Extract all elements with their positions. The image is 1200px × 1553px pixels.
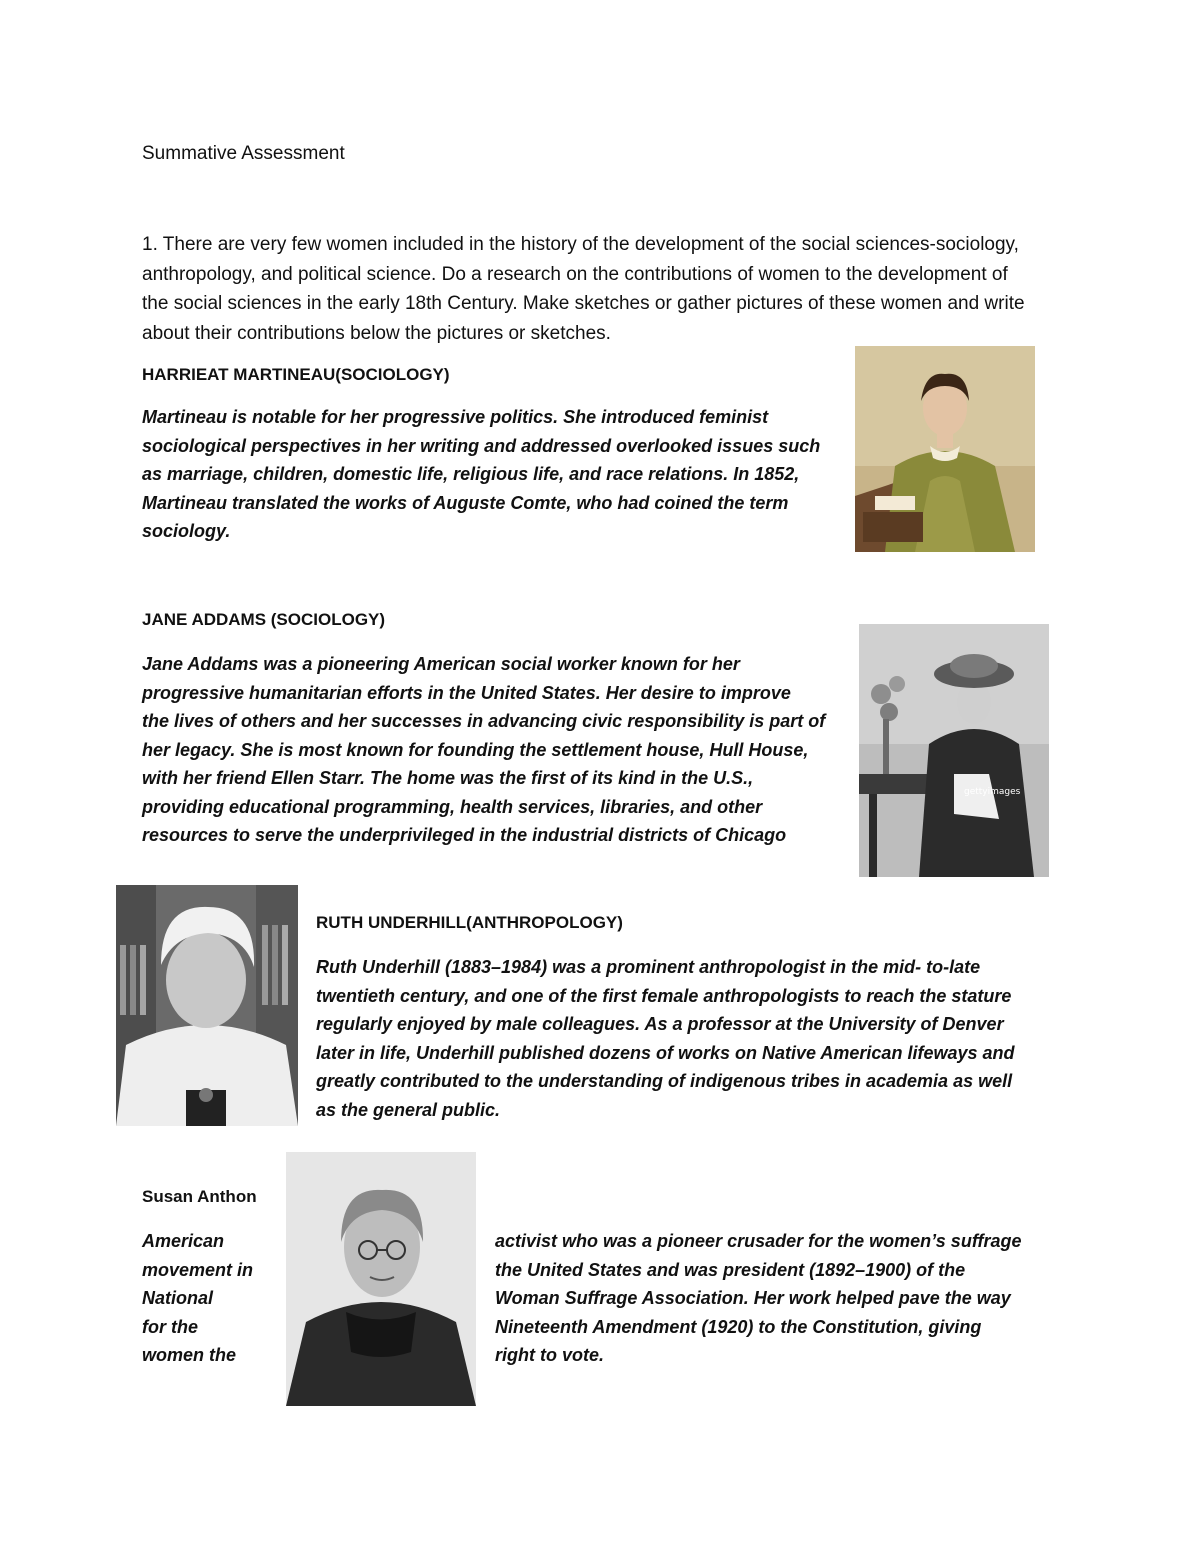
martineau-heading: HARRIEAT MARTINEAU(SOCIOLOGY) bbox=[142, 365, 450, 384]
text-line: greatly contributed to the understanding of indigenous tribes in academia as well bbox=[316, 1071, 1013, 1091]
text-line: sociological perspectives in her writing and addressed overlooked issues such bbox=[142, 435, 821, 456]
martineau-text bbox=[142, 403, 842, 546]
text-line: Ruth Underhill (1883–1984) was a prominent anthropologist in the mid- to-late bbox=[316, 957, 981, 977]
anthony-text-right bbox=[495, 1227, 1085, 1370]
text-line: Nineteenth Amendment (1920) to the Constitution, giving bbox=[495, 1316, 982, 1337]
addams-portrait bbox=[859, 624, 1049, 877]
prompt-line: the social sciences in the early 18th Century. Make sketches or gather pictures of these women and write bbox=[142, 293, 1025, 314]
text-line: Martineau translated the works of Auguste Comte, who had coined the term bbox=[142, 492, 789, 513]
text-line: activist who was a pioneer crusader for the women’s suffrage bbox=[495, 1231, 1022, 1251]
prompt-line: about their contributions below the pictures or sketches. bbox=[142, 322, 611, 344]
text-line: twentieth century, and one of the first female anthropologists to reach the stature bbox=[316, 985, 1012, 1006]
addams-text bbox=[142, 650, 852, 850]
underhill-text bbox=[316, 953, 1076, 1124]
text-line: with her friend Ellen Starr. The home was the first of its kind in the U.S., bbox=[142, 768, 754, 788]
text-line: progressive humanitarian efforts in the United States. Her desire to improve bbox=[142, 682, 791, 703]
text-line: the United States and was president (1892–1900) of the bbox=[495, 1259, 966, 1280]
text-line: movement in bbox=[142, 1259, 254, 1280]
anthony-text-left bbox=[142, 1227, 282, 1370]
text-line: right to vote. bbox=[495, 1345, 604, 1365]
martineau-portrait bbox=[855, 346, 1035, 552]
text-line: resources to serve the underprivileged in the industrial districts of Chicago bbox=[142, 825, 787, 845]
text-line: later in life, Underhill published dozens of works on Native American lifeways and bbox=[316, 1042, 1015, 1063]
anthony-portrait bbox=[286, 1152, 476, 1406]
text-line: providing educational programming, health services, libraries, and other bbox=[142, 796, 763, 817]
prompt-line: anthropology, and political science. Do a research on the contributions of women to the development of bbox=[142, 263, 1008, 285]
assignment-prompt bbox=[142, 230, 1072, 348]
underhill-heading: RUTH UNDERHILL(ANTHROPOLOGY) bbox=[316, 913, 623, 932]
text-line: National bbox=[142, 1288, 214, 1308]
text-line: as the general public. bbox=[316, 1099, 501, 1120]
text-line: her legacy. She is most known for founding the settlement house, Hull House, bbox=[142, 739, 809, 760]
getty-watermark: gettyimages bbox=[964, 787, 1021, 797]
text-line: Woman Suffrage Association. Her work helped pave the way bbox=[495, 1288, 1011, 1308]
anthony-heading: Susan Anthon bbox=[142, 1187, 257, 1206]
text-line: the lives of others and her successes in advancing civic responsibility is part of bbox=[142, 711, 826, 731]
text-line: sociology. bbox=[142, 521, 231, 541]
text-line: American bbox=[142, 1231, 225, 1251]
text-line: regularly enjoyed by male colleagues. As a professor at the University of Denver bbox=[316, 1014, 1004, 1034]
text-line: as marriage, children, domestic life, religious life, and race relations. In 1852, bbox=[142, 464, 800, 484]
document-title: Summative Assessment bbox=[142, 143, 345, 164]
addams-heading: JANE ADDAMS (SOCIOLOGY) bbox=[142, 610, 386, 629]
text-line: Martineau is notable for her progressive politics. She introduced feminist bbox=[142, 407, 769, 427]
prompt-line: 1. There are very few women included in the history of the development of the social sciences-sociology, bbox=[142, 234, 1019, 255]
text-line: for the bbox=[142, 1316, 198, 1337]
text-line: Jane Addams was a pioneering American social worker known for her bbox=[142, 654, 740, 674]
underhill-portrait bbox=[116, 885, 298, 1126]
text-line: women the bbox=[142, 1345, 237, 1365]
